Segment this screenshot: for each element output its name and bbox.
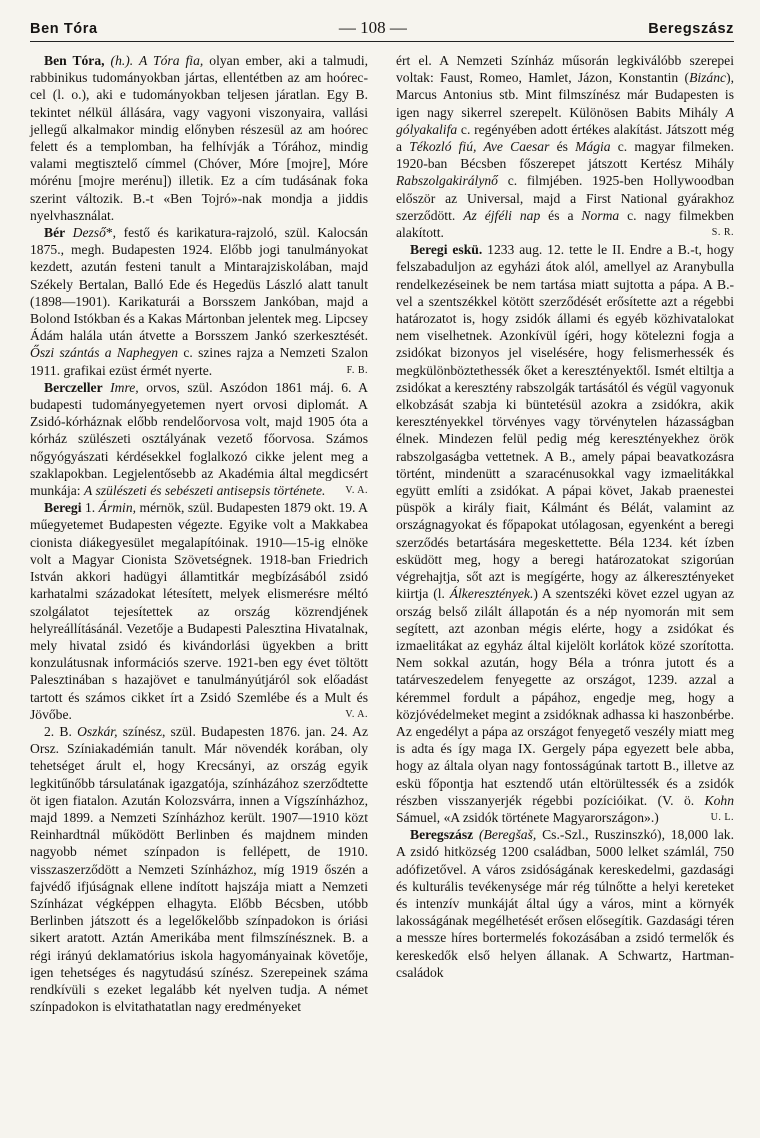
entry-text: ), Marcus Antonius stb. Mint filmszínész már Budapesten is igen nagy sikerrel szerepelt. Különösen Babits Mihály <box>396 70 734 120</box>
left-column <box>30 52 368 1015</box>
entry-headword: Ben Tóra, <box>44 53 105 68</box>
entry-text: mérnök, szül. Budapesten 1879 okt. 19. A műegyetemet Budapesten végezte. Egyike volt a Makkabea cionista diákegyesület megalapítóinak. 1910—15-ig elnöke volt a Magyar Cionista Szövetségnek. 1918-ban Friedrich István akkori hadügyi államtitkár megbízásából zsidó karhatalmi századokat létesített, melyek elismerésre méltó szolgálatot tejesítettek az ország közrendjének helyreállításánál. Vezetője a Budapesti Palesztina Hivatalnak, mely hivatal zsidó és kivándorlási ügyekben a britt konzulátusnak információs szerve. 1921-ben egy évet töltött Palesztinában s hazajövet e tanulmányútjáról sok előadást tartott és számos cikket írt a Zsidó Szemlébe és a Mult és Jövőbe. <box>30 500 368 722</box>
entry-text: Cs.-Szl., Ruszinszkó), 18,000 lak. A zsidó hitközség 1200 családban, 5000 lelket számlál, 750 adófizetővel. A város zsidóságának kereskedelmi, gazdasági és kulturális tevékenysége már rég túlnőtte a helyi kereteket és intenzív munkáját által úgy a város, mint a környék lakosságának megélhetését erősen elősegítik. Gazdasági téren a messze híres bortermelés fokozásában a zsidó termelők és kereskedők első helyen állanak. A Schwartz, Hartman-családok <box>396 827 735 980</box>
italic-text: Norma <box>581 207 620 223</box>
entry-text: c. szines rajza a Nemzeti Szalon 1911. grafikai ezüst érmét nyerte. <box>30 345 368 378</box>
page-number: — 108 — <box>338 18 407 37</box>
author-signature: U. L. <box>710 811 734 823</box>
entry-text: 1. <box>81 500 99 516</box>
entry-text: c. magyar filmeken. 1920-ban Bécsben főszerepet játszott Kertész Mihály <box>396 139 734 172</box>
italic-text: Őszi szántás a Naphegyen <box>30 345 179 361</box>
italic-text: A szülészeti és sebészeti antisepsis története. <box>83 483 326 499</box>
author-signature: S. R. <box>711 227 734 239</box>
entry-text: c. regényében adott értékes alakítást. Játszott még a <box>396 121 734 155</box>
entry-text: ért el. A Nemzeti Színház műsorán legkiválóbb szerepei voltak: Faust, Romeo, Hamlet, Jázon, Konstantin ( <box>396 53 734 86</box>
entry-text: olyan ember, aki a talmudi, rabbinikus tudományokban jártas, ellentétben az am hoórec-cel (l. o.), aki e tudományokban teljesen járatlan. Egy B. tekintet nélkül állására, vagy vagyoni viszonyaira, vallási jellegű alkalmakor mindig előnyben részesül az am hoórec felett és a templomban, ha felhívják a Tórához, mindig valami megtisztelő címmel (Chóver, Móre [mojre], Móre mórénu [mojre merénu]) illetik. Ez a cím tudásának foka szerint változik. B.-t «Ben Tojró»-nak mondja a jiddis nyelvhasználat. <box>30 53 368 223</box>
entry-text: c. filmjében. 1925-ben Hollywoodban először az Universal, majd a First National gyárakhoz szerződött. <box>396 173 734 223</box>
entry-headword: Beregszász <box>410 827 474 843</box>
italic-text: (h.). A Tóra fia, <box>104 53 204 68</box>
italic-text: Ármin, <box>98 500 137 516</box>
header-right-term: Beregszász <box>648 21 734 37</box>
italic-text: Az éjféli nap <box>463 207 541 223</box>
dictionary-entry <box>30 224 368 379</box>
italic-text: Mágia <box>575 139 611 155</box>
text-columns <box>30 52 734 1015</box>
entry-text: ) A szentszéki követ ezzel ugyan az ország belső zilált állapotán és a nép nyomorán mit sem segített, azt azonban mégis elérte, hogy a zsidókat és izmaelitákat az egyház által kijelölt korlátok közé szorította. Nem sokkal azután, hogy Béla a trónra jutott és a tatárveszedelem fenyegette az országot, 1239. azzal a kéremmel fordult a pápához, engedje meg, hogy a közjóvédelmeket megint a zsidóknak adhassa ki haszonbérbe. Az engedélyt a pápa az országot fenyegető veszély miatt meg is adta és így maga IX. Gergely pápa egyezett bele abba, hogy az általa olyan nagy fontosságúnak tartott B., illetve az eskü főpontja hat esztendő után eltörültessék és a zsidók részben visszanyerjék régebbi pozícióikat. (V. ö. <box>396 586 734 808</box>
entry-text: és a <box>540 207 582 223</box>
italic-text: Rabszolgakirálynő <box>396 173 498 189</box>
entry-text: c. nagy filmekben alakított. <box>396 207 734 241</box>
running-header <box>30 18 734 42</box>
dictionary-entry <box>30 379 368 499</box>
italic-text: Oszkár, <box>77 723 118 739</box>
italic-text: Dezső <box>65 225 106 241</box>
entry-headword: Beregi eskü. <box>410 242 483 258</box>
italic-text: Tékozló fiú, Ave Caesar <box>409 139 550 155</box>
italic-text: Kohn <box>704 792 734 808</box>
entry-text: 2. B. <box>44 723 78 739</box>
entry-text: orvos, szül. Aszódon 1861 máj. 6. A budapesti tudományegyetemen nyert orvosi diplomát. A Zsidó-kórháznak előbb rendelőorvosa volt, majd 1905 óta a kórház szülészeti osztályának vezető főorvosa. Számos nőgyógyászati kérdésekkel foglalkozó cikke jelent meg a szaklapokban. Legjelentősebb az Akadémia által megdicsért munkája: <box>30 379 368 499</box>
entry-text: Sámuel, «A zsidók története Magyarországon».) <box>396 809 659 825</box>
italic-text: (Beregšaš, <box>473 827 537 843</box>
dictionary-entry <box>30 723 368 1015</box>
entry-text: *, festő és karikatura-rajzoló, szül. Kalocsán 1875., megh. Budapesten 1924. Előbb jogi tanulmányokat kezdett, azután festeni tanult a Mintarajziskolában, majd Székely Bertalan, Balló Ede és Hegedüs László alatt tanult (1898—1901). Karikaturái a Borsszem Jankóban, majd a Bolond Istókban és a Kakas Mártonban jelentek meg. Lipcsey Ádám halála után átvette a Borsszem Jankó szerkesztését. <box>30 225 368 344</box>
author-signature: V. A. <box>345 485 368 497</box>
dictionary-entry <box>30 499 368 723</box>
italic-text: A gólyakalifa <box>396 104 734 137</box>
entry-headword: Bér <box>44 225 66 241</box>
right-column <box>396 52 734 1015</box>
italic-text: Bizánc <box>689 70 727 86</box>
entry-text: 1233 aug. 12. tette le II. Endre a B.-t, hogy felszabaduljon az egyházi átok alól, amellyel az Aranybulla rendelkezéseinek be nem tartása miatt sujtotta a pápa. A B.-vel a szentszékkel kötött szerződését erősítette azt a régebbi határozatot is, hogy zsidók állami és egyéb közhivatalokat nem viselhetnek. Azonkívül ígéri, hogy kötelezni fogja a zsidókat bizonyos jel viselésére, hogy felismerhessék és megkülönböztethessék őket a keresztényektől. Ismét eltiltja a zsidókat a keresztény rabszolgák tartásától és végül vagyonuk elkobzását szabja ki büntetésül azokra a zsidókra, akik keresztényekkel törvényes vagy törvénytelen házasságban élnek. Mindezen felül pedig még keresztényekhez örök rabszolgaságba vettetnek. A B., amely pápai beavatkozásra történt, mindenütt a szaracénusokkal vagy izmaelitákkal együtt említi a zsidókat. A pápai követ, Jakab praenestei püspök a király fiait, Kálmánt és Bélát, valamint az országnagyokat és főpapokat utólagosan, egyenként a beregi szerződés betartására megeskettette. Béla 1234. két ízben esküdött meg, hogy a beregi határozatokat szigorúan végrehajtja, sőt azt is megígérte, hogy az álkeresztényeket kiirtja (l. <box>396 242 734 602</box>
entry-headword: Beregi <box>44 500 82 516</box>
italic-text: Imre, <box>102 379 139 395</box>
italic-text: Álkeresztények. <box>449 586 534 602</box>
dictionary-entry <box>396 52 734 241</box>
entry-text: és <box>549 139 576 155</box>
dictionary-entry <box>396 241 734 826</box>
author-signature: F. B. <box>346 364 368 376</box>
author-signature: V. A. <box>345 708 368 720</box>
entry-text: színész, szül. Budapesten 1876. jan. 24. Az Orsz. Színiakadémián tanult. Már növendék korában, oly tehetséget árult el, hogy Krecsányi, az ország egyik legkitűnőbb társulatának igazgatója, színházához szerződtette öt igen fiatalon. Azután Kolozsvárra, innen a Vígszínházhoz, majd 1899. a Nemzeti Színházhoz került. 1907—1910 közt Reinhardtnál működött Berlinben és majdnem minden nagyobb német színpadon is fellépett, de 1910. visszaszerződött a Nemzeti Színházhoz, míg 1919 őszén a fajvédő ifjúságnak ellene indított hajszája miatt a Nemzeti Színházat végképpen elhagyta. Előbb Bécsben, utóbb Berlinben játszott és a legelőkelőbb színpadokon is óriási sikert aratott. Aztán Amerikába ment filmszínésznek. B. a régi irányú deklamatórius iskola hagyományainak követője, igen tehetséges és nagytudású színész. Szerepeinek száma rendkívüli s ezeket legalább két nyelven tudja. A német színpadokon is elvitathatatlan nagy eredményeket <box>30 723 368 1015</box>
header-left-term: Ben Tóra <box>30 21 98 37</box>
dictionary-entry <box>396 826 734 981</box>
entry-headword: Berczeller <box>44 379 103 395</box>
dictionary-entry <box>30 52 368 224</box>
